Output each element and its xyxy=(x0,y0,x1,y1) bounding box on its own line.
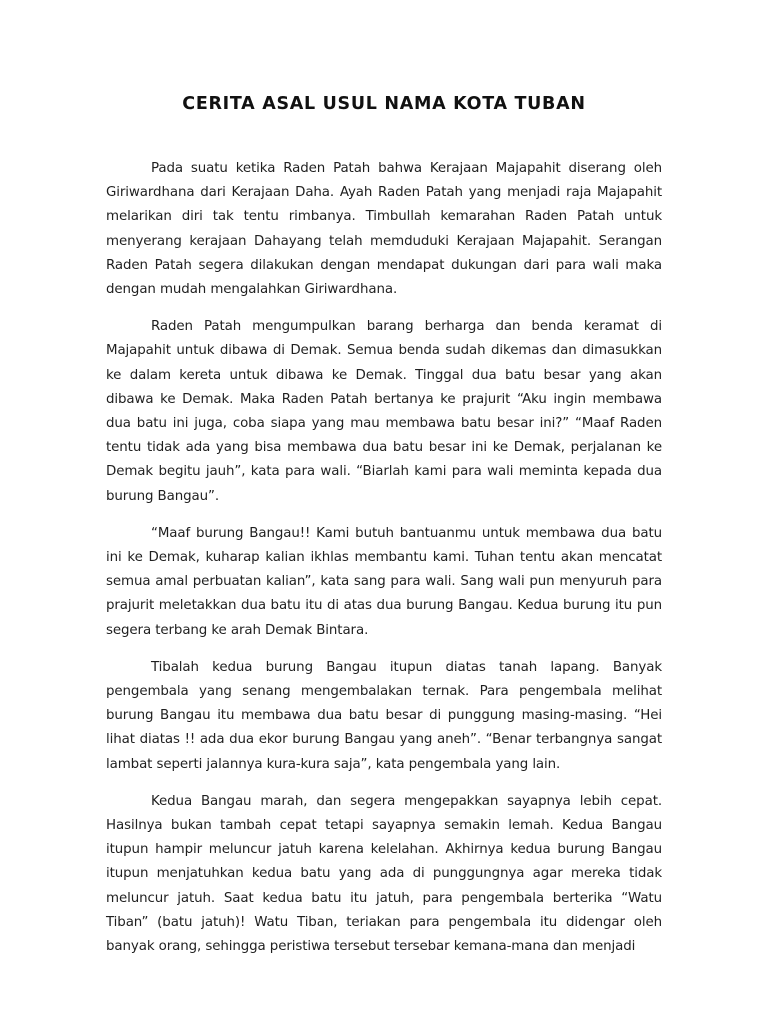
paragraph-3: “Maaf burung Bangau!! Kami butuh bantuanmu untuk membawa dua batu ini ke Demak, kuharap kalian ikhlas membantu kami. Tuhan tentu akan mencatat semua amal perbuatan kalian”, kata sang para wali. Sang wali pun menyuruh para prajurit meletakkan dua batu itu di atas dua burung Bangau. Kedua burung itu pun segera terbang ke arah Demak Bintara. xyxy=(106,525,662,638)
paragraph-4: Tibalah kedua burung Bangau itupun diatas tanah lapang. Banyak pengembala yang senang mengembalakan ternak. Para pengembala melihat burung Bangau itu membawa dua batu besar di punggung masing-masing. “Hei lihat diatas !! ada dua ekor burung Bangau yang aneh”. “Benar terbangnya sangat lambat seperti jalannya kura-kura saja”, kata pengembala yang lain. xyxy=(106,659,662,772)
document-title: CERITA ASAL USUL NAMA KOTA TUBAN xyxy=(182,94,586,114)
paragraph-1: Pada suatu ketika Raden Patah bahwa Kerajaan Majapahit diserang oleh Giriwardhana dari Kerajaan Daha. Ayah Raden Patah yang menjadi raja Majapahit melarikan diri tak tentu rimbanya. Timbullah kemarahan Raden Patah untuk menyerang kerajaan Dahayang telah memduduki Kerajaan Majapahit. Serangan Raden Patah segera dilakukan dengan mendapat dukungan dari para wali maka dengan mudah mengalahkan Giriwardhana. xyxy=(106,161,662,298)
paragraph-5: Kedua Bangau marah, dan segera mengepakkan sayapnya lebih cepat. Hasilnya bukan tambah cepat tetapi sayapnya semakin lemah. Kedua Bangau itupun hampir meluncur jatuh karena kelelahan. Akhirnya kedua burung Bangau itupun menjatuhkan kedua batu yang ada di punggungnya agar mereka tidak meluncur jatuh. Saat kedua batu itu jatuh, para pengembala berterika “Watu Tiban” (batu jatuh)! Watu Tiban, teriakan para pengembala itu didengar oleh banyak orang, sehingga peristiwa tersebut tersebar kemana-mana dan menjadi xyxy=(106,793,662,955)
paragraph-2: Raden Patah mengumpulkan barang berharga dan benda keramat di Majapahit untuk dibawa di Demak. Semua benda sudah dikemas dan dimasukkan ke dalam kereta untuk dibawa ke Demak. Tinggal dua batu besar yang akan dibawa ke Demak. Maka Raden Patah bertanya ke prajurit “Aku ingin membawa dua batu ini juga, coba siapa yang mau membawa batu besar ini?” “Maaf Raden tentu tidak ada yang bisa membawa dua batu besar ini ke Demak, perjalanan ke Demak begitu jauh”, kata para wali. “Biarlah kami para wali meminta kepada dua burung Bangau”. xyxy=(106,319,662,504)
